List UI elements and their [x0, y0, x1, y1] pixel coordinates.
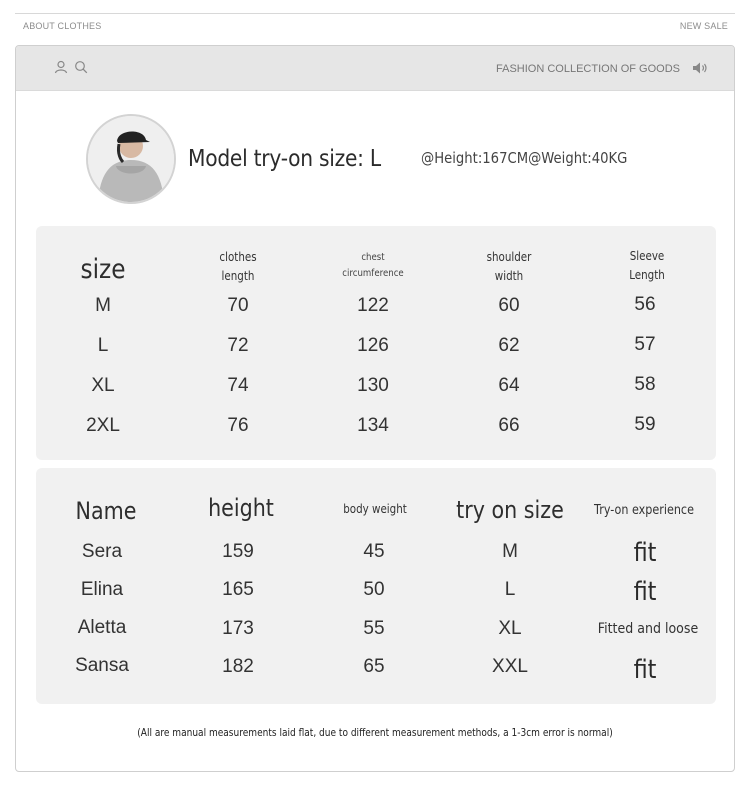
name-cell: Elina	[80, 579, 124, 600]
size-cell: L	[97, 335, 109, 356]
collection-title: FASHION COLLECTION OF GOODS	[496, 63, 680, 75]
height-cell: 182	[222, 656, 254, 677]
weight-cell: 50	[363, 579, 385, 600]
name-header: Name	[75, 497, 137, 525]
experience-cell: Fitted and loose	[597, 621, 699, 637]
clothes-length-header: clothes length	[219, 250, 257, 283]
shoulder-header: shoulder width	[486, 250, 532, 283]
size-header: size	[80, 254, 126, 285]
experience-cell: fit	[633, 655, 657, 685]
card-header-bar	[16, 46, 734, 91]
weight-cell: 65	[363, 656, 385, 677]
height-cell: 173	[222, 618, 254, 639]
chest-cell: 122	[357, 295, 389, 316]
shoulder-cell: 66	[498, 415, 520, 436]
experience-cell: fit	[633, 538, 657, 568]
measurement-note: (All are manual measurements laid flat, due to different measurement methods, a 1-3cm error is normal)	[137, 726, 613, 739]
name-cell: Aletta	[77, 617, 127, 638]
model-avatar	[86, 114, 176, 204]
chest-cell: 134	[357, 415, 389, 436]
experience-header: Try-on experience	[594, 503, 694, 518]
size-table	[36, 226, 716, 460]
sleeve-cell: 57	[634, 334, 656, 355]
user-icon[interactable]	[54, 60, 68, 74]
tryon-size-cell: XXL	[492, 656, 528, 677]
size-cell: 2XL	[86, 415, 120, 436]
tryon-size-cell: XL	[498, 618, 522, 639]
size-cell: M	[95, 295, 111, 316]
top-divider	[15, 13, 735, 14]
sleeve-header: Sleeve Length	[629, 249, 665, 282]
chest-header: chest circumference	[342, 252, 404, 279]
tryon-size-cell: L	[504, 579, 516, 600]
shoulder-cell: 64	[498, 375, 520, 396]
weight-cell: 45	[363, 541, 385, 562]
speaker-icon[interactable]	[692, 61, 708, 80]
tryon-size-header: try on size	[456, 496, 564, 524]
model-height-weight: @Height:167CM@Weight:40KG	[421, 149, 628, 167]
shoulder-cell: 60	[498, 295, 520, 316]
length-cell: 70	[227, 295, 249, 316]
body-weight-header: body weight	[343, 502, 407, 516]
tryon-size-cell: M	[502, 541, 518, 562]
shoulder-cell: 62	[498, 335, 520, 356]
tryon-table	[36, 468, 716, 704]
name-cell: Sera	[81, 541, 123, 562]
length-cell: 72	[227, 335, 249, 356]
model-tryon-size: Model try-on size: L	[188, 146, 381, 172]
sleeve-cell: 58	[634, 374, 656, 395]
weight-cell: 55	[363, 618, 385, 639]
chest-cell: 126	[357, 335, 389, 356]
chest-cell: 130	[357, 375, 389, 396]
search-icon[interactable]	[74, 60, 88, 74]
height-header: height	[208, 494, 274, 522]
height-cell: 165	[222, 579, 254, 600]
experience-cell: fit	[633, 577, 657, 607]
size-cell: XL	[91, 375, 115, 396]
sleeve-cell: 59	[634, 414, 656, 435]
about-clothes-label: ABOUT CLOTHES	[23, 21, 102, 31]
length-cell: 74	[227, 375, 249, 396]
sleeve-cell: 56	[634, 294, 656, 315]
name-cell: Sansa	[75, 655, 129, 676]
size-chart-card	[15, 45, 735, 772]
new-sale-link[interactable]: NEW SALE	[679, 21, 728, 31]
height-cell: 159	[222, 541, 254, 562]
length-cell: 76	[227, 415, 249, 436]
